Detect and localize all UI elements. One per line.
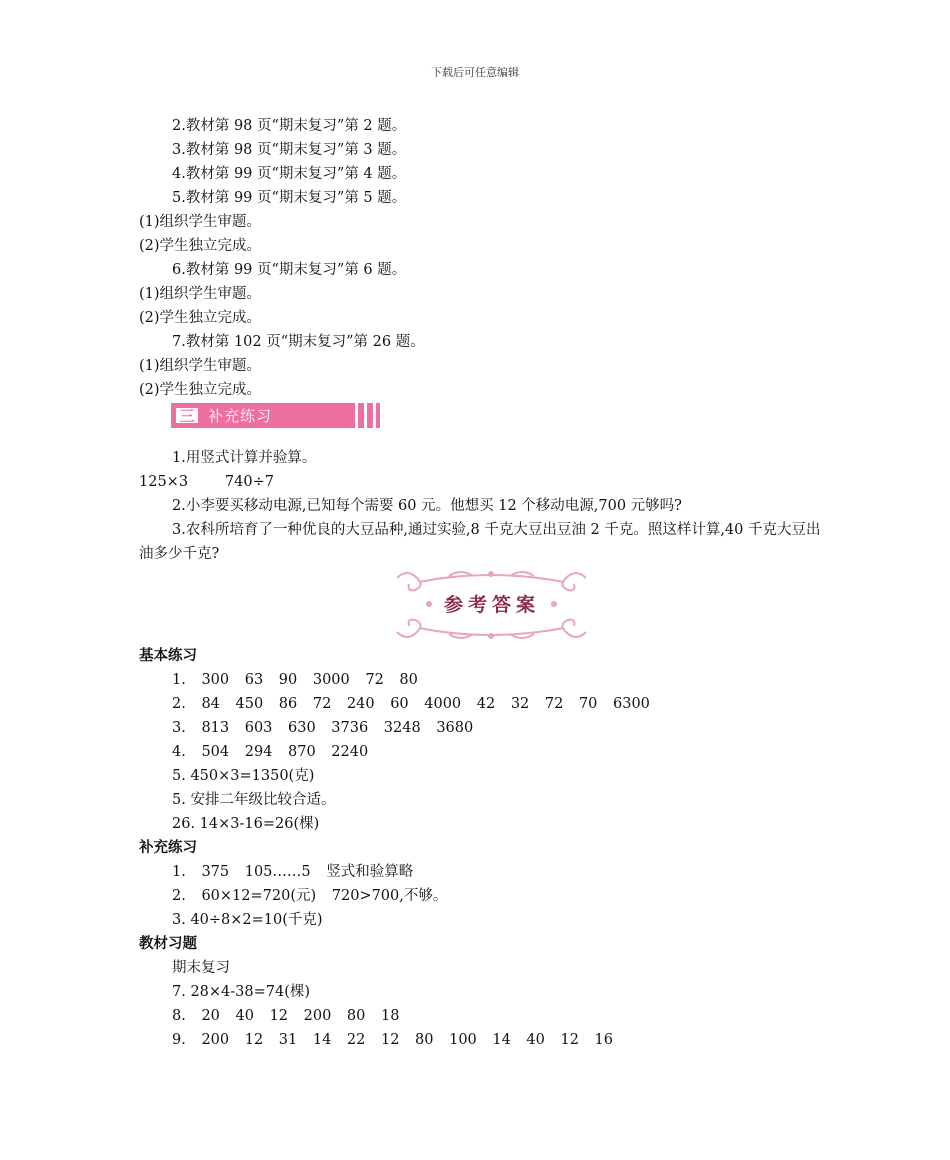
answer-heading-textbook: 教材习题 (139, 935, 197, 952)
step-line: (1)组织学生审题。 (139, 286, 262, 302)
exercise-line: 3.教材第 98 页“期末复习”第 3 题。 (172, 142, 407, 158)
section-banner-row (139, 403, 829, 429)
answer-heading-supplement: 补充练习 (139, 839, 197, 856)
answer-line: 3. 813 603 630 3736 3248 3680 (172, 720, 474, 736)
document-body (139, 114, 829, 1052)
answer-subheading: 期末复习 (172, 960, 230, 976)
answer-line: 2. 84 450 86 72 240 60 4000 42 32 72 70 6300 (172, 696, 650, 712)
supplement-question-1: 1.用竖式计算并验算。 (172, 450, 317, 466)
step-line: (2)学生独立完成。 (139, 310, 262, 326)
answer-heading-basic: 基本练习 (139, 647, 197, 664)
exercise-line: 4.教材第 99 页“期末复习”第 4 题。 (172, 166, 407, 182)
step-line: (2)学生独立完成。 (139, 382, 262, 398)
page-header: 下载后可任意编辑 (431, 66, 519, 79)
supplement-question-2: 2.小李要买移动电源,已知每个需要 60 元。他想买 12 个移动电源,700 元够吗? (172, 498, 682, 514)
answer-line: 8. 20 40 12 200 80 18 (172, 1008, 400, 1024)
banner-stripes (349, 403, 380, 428)
section-number-box: 三 (174, 406, 200, 425)
answer-line: 3. 40÷8×2=10(千克) (172, 912, 323, 928)
supplement-question-3: 3.农科所培育了一种优良的大豆品种,通过实验,8 千克大豆出豆油 2 千克。照这样计算,40 千克大豆出油多少千克? (139, 522, 821, 562)
answer-line: 1. 300 63 90 3000 72 80 (172, 672, 418, 688)
answer-line: 9. 200 12 31 14 22 12 80 100 14 40 12 16 (172, 1032, 614, 1048)
exercise-line: 7.教材第 102 页“期末复习”第 26 题。 (172, 334, 425, 350)
step-line: (1)组织学生审题。 (139, 214, 262, 230)
exercise-line: 5.教材第 99 页“期末复习”第 5 题。 (172, 190, 407, 206)
step-line: (1)组织学生审题。 (139, 358, 262, 374)
step-line: (2)学生独立完成。 (139, 238, 262, 254)
answer-badge (139, 566, 829, 644)
answer-line: 26. 14×3-16=26(棵) (172, 816, 320, 832)
answer-badge-title: 参考答案 (443, 594, 540, 616)
answer-line: 5. 安排二年级比较合适。 (172, 792, 336, 808)
answer-line: 2. 60×12=720(元) 720>700,不够。 (172, 888, 448, 904)
answer-line: 1. 375 105……5 竖式和验算略 (172, 864, 414, 880)
exercise-line: 6.教材第 99 页“期末复习”第 6 题。 (172, 262, 407, 278)
supplement-calc: 125×3 740÷7 (139, 474, 274, 490)
answer-line: 5. 450×3=1350(克) (172, 768, 315, 784)
section-banner (171, 403, 380, 428)
section-banner-title: 补充练习 (208, 407, 273, 425)
answer-line: 7. 28×4-38=74(棵) (172, 984, 311, 1000)
answer-line: 4. 504 294 870 2240 (172, 744, 369, 760)
exercise-line: 2.教材第 98 页“期末复习”第 2 题。 (172, 118, 407, 134)
